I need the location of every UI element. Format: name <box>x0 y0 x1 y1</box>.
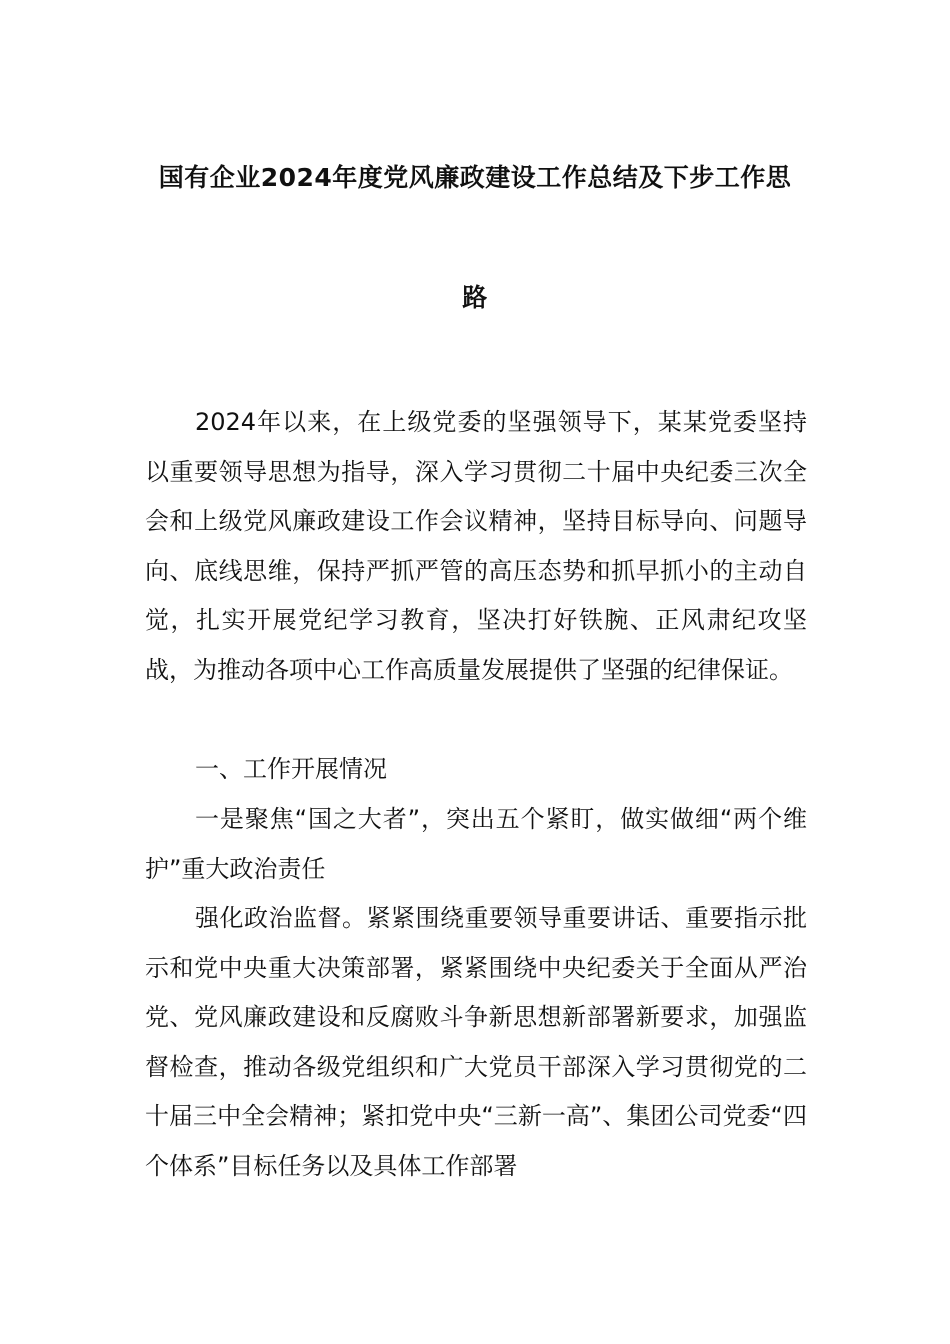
subsection-heading: 一是聚焦“国之大者”，突出五个紧盯，做实做细“两个维护”重大政治责任 <box>145 805 807 883</box>
document-title-line-2: 路 <box>462 283 488 312</box>
section-heading: 一、工作开展情况 <box>195 755 387 783</box>
document-title-line-1: 国有企业2024年度党风廉政建设工作总结及下步工作思 <box>158 163 792 192</box>
intro-paragraph: 2024年以来，在上级党委的坚强领导下，某某党委坚持以重要领导思想为指导，深入学习贯彻二十届中央纪委三次全会和上级党风廉政建设工作会议精神，坚持目标导向、问题导向、底线思维，保持严抓严管的高压态势和抓早抓小的主动自觉，扎实开展党纪学习教育，坚决打好铁腕、正风肃纪攻坚战，为推动各项中心工作高质量发展提供了坚强的纪律保证。 <box>145 408 807 684</box>
body-paragraph: 强化政治监督。紧紧围绕重要领导重要讲话、重要指示批示和党中央重大决策部署，紧紧围绕中央纪委关于全面从严治党、党风廉政建设和反腐败斗争新思想新部署新要求，加强监督检查，推动各级党组织和广大党员干部深入学习贯彻党的二十届三中全会精神；紧扣党中央“三新一高”、集团公司党委“四个体系”目标任务以及具体工作部署 <box>145 904 807 1180</box>
